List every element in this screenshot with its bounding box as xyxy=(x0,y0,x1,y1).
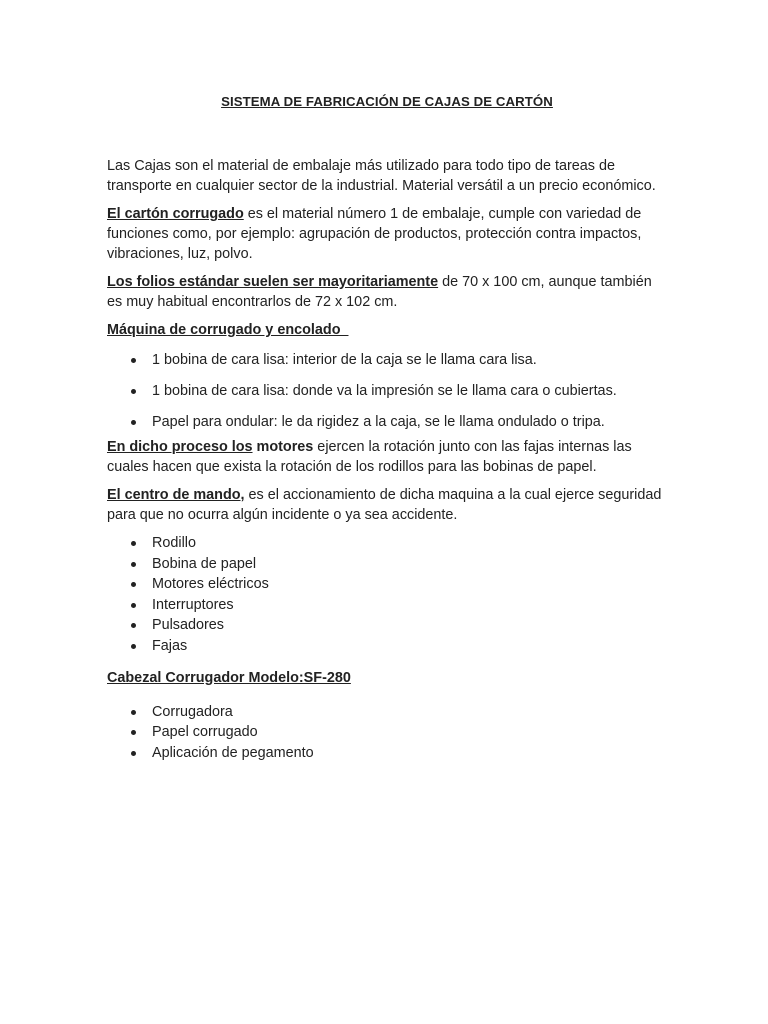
maquina-list xyxy=(107,350,667,432)
list-item: Aplicación de pegamento xyxy=(107,743,667,763)
cabezal-heading: Cabezal Corrugador Modelo:SF-280 xyxy=(107,669,351,686)
list-item: Rodillo xyxy=(107,533,667,553)
proceso-lead: En dicho proceso los xyxy=(107,439,253,455)
list-item: Bobina de papel xyxy=(107,554,667,574)
list-item: Motores eléctricos xyxy=(107,574,667,594)
list-item: 1 bobina de cara lisa: interior de la caja se le llama cara lisa. xyxy=(107,350,667,370)
list-item: 1 bobina de cara lisa: donde va la impresión se le llama cara o cubiertas. xyxy=(107,381,667,401)
cabezal-list xyxy=(107,702,667,763)
list-item: Interruptores xyxy=(107,595,667,615)
carton-text: es el material número 1 de embalaje, cumple con variedad de funciones como, por ejemplo: agrupación de productos, protección contra impactos, vibraciones, luz, polvo. xyxy=(107,206,642,262)
proceso-paragraph xyxy=(107,437,667,477)
list-item: Papel para ondular: le da rigidez a la caja, se le llama ondulado o tripa. xyxy=(107,412,667,432)
document-body xyxy=(107,92,667,771)
carton-paragraph xyxy=(107,204,667,264)
maquina-heading: Máquina de corrugado y encolado xyxy=(107,322,349,338)
proceso-motores: motores xyxy=(252,439,314,455)
folios-text: de 70 x 100 cm, aunque también es muy habitual encontrarlos de 72 x 102 cm. xyxy=(107,274,652,310)
list-item: Fajas xyxy=(107,636,667,656)
list-item: Pulsadores xyxy=(107,615,667,635)
centro-lead: El centro de mando, xyxy=(107,487,245,503)
folios-lead: Los folios estándar suelen ser mayoritariamente xyxy=(107,274,439,290)
proceso-text: ejercen la rotación junto con las fajas internas las cuales hacen que exista la rotación de los rodillos para las bobinas de papel. xyxy=(107,439,632,475)
intro-paragraph: Las Cajas son el material de embalaje más utilizado para todo tipo de tareas de transporte en cualquier sector de la industrial. Material versátil a un precio económico. xyxy=(107,158,656,194)
document-title: SISTEMA DE FABRICACIÓN DE CAJAS DE CARTÓN xyxy=(221,94,553,109)
folios-paragraph xyxy=(107,272,667,312)
centro-paragraph xyxy=(107,485,667,525)
centro-text: es el accionamiento de dicha maquina a la cual ejerce seguridad para que no ocurra algún incidente o ya sea accidente. xyxy=(107,487,662,523)
carton-lead: El cartón corrugado xyxy=(107,206,244,222)
list-item: Papel corrugado xyxy=(107,722,667,742)
centro-list xyxy=(107,533,667,656)
list-item: Corrugadora xyxy=(107,702,667,722)
